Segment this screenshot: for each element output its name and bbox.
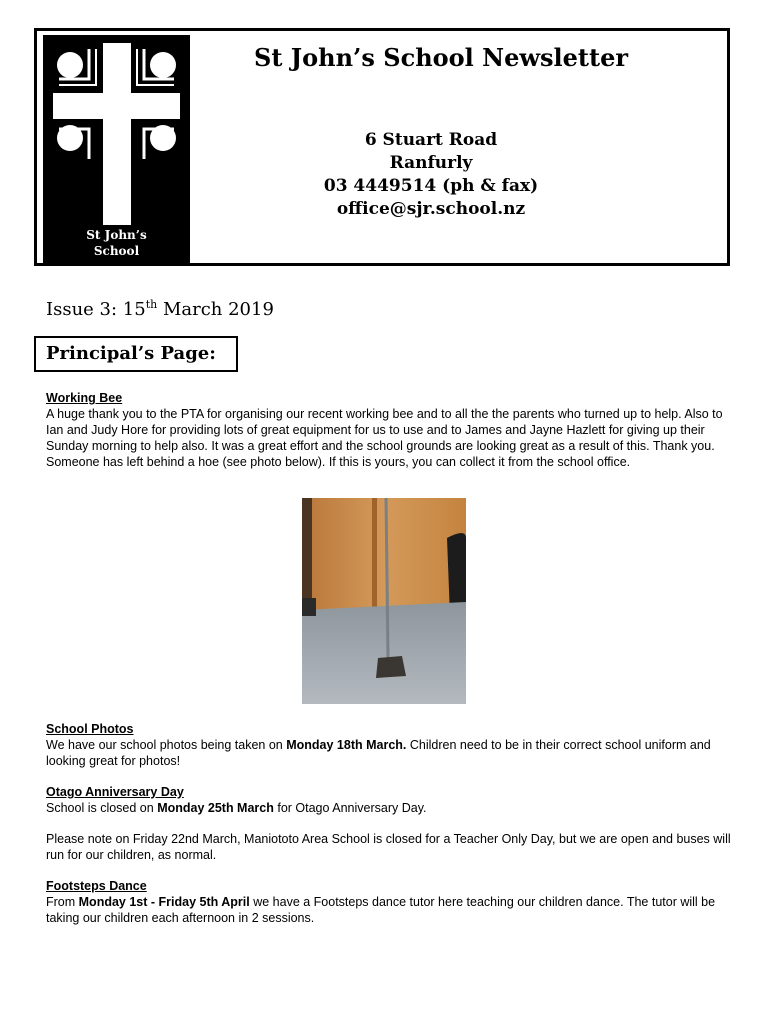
address-street: 6 Stuart Road [364, 130, 498, 150]
otago-section [46, 784, 736, 816]
otago-text: School is closed on Monday 25th March for Otago Anniversary Day. [46, 801, 427, 815]
working-bee-text: A huge thank you to the PTA for organising our recent working bee and to all the the parents who turned up to help. Also to Ian and Judy Hore for providing lots of great equipment for us to use and to James and Jayne Hazlett for giving up their Sunday morning to help also. It was a great effort and the school grounds are looking great as a result of this. Thank you. [46, 407, 723, 453]
phone-number: 03 4449514 (ph & fax) [323, 176, 539, 196]
principal-page-heading: Principal’s Page: [34, 336, 238, 372]
working-bee-hoe-text: Someone has left behind a hoe (see photo below). If this is yours, you can collect it from the school office. [46, 455, 631, 469]
school-photos-text: We have our school photos being taken on Monday 18th March. Children need to be in their correct school uniform and looking great for photos! [46, 738, 711, 768]
footsteps-text: From Monday 1st - Friday 5th April we have a Footsteps dance tutor here teaching our children dance. The tutor will be taking our children each afternoon in 2 sessions. [46, 895, 716, 925]
otago-heading: Otago Anniversary Day [46, 785, 184, 799]
logo-text-line2: School [93, 244, 140, 258]
newsletter-title: St John’s School Newsletter [254, 43, 628, 72]
address-town: Ranfurly [389, 153, 473, 173]
hoe-photo [302, 498, 466, 704]
otago-note [46, 831, 736, 863]
logo-text-line1: St John’s [86, 228, 147, 242]
working-bee-heading: Working Bee [46, 391, 123, 405]
email-address[interactable]: office@sjr.school.nz [336, 199, 526, 219]
footsteps-section [46, 878, 736, 926]
school-logo [43, 35, 190, 263]
school-photos-heading: School Photos [46, 722, 134, 736]
school-photos-section [46, 721, 736, 769]
footsteps-heading: Footsteps Dance [46, 879, 147, 893]
otago-note-text: Please note on Friday 22nd March, Maniototo Area School is closed for a Teacher Only Day, but we are open and buses will run for our children, as normal. [46, 832, 731, 862]
working-bee-section [46, 390, 736, 470]
issue-date: Issue 3: 15th March 2019 [46, 298, 274, 320]
